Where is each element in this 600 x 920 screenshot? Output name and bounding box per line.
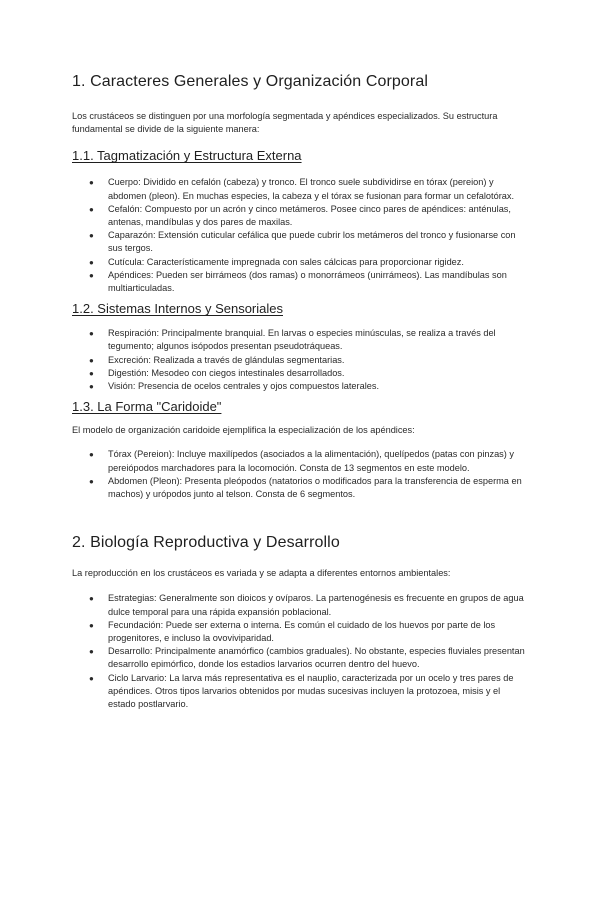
list-item	[72, 448, 528, 474]
list-item	[72, 367, 528, 380]
bullet-icon: ●	[89, 270, 94, 280]
section-2-heading: 2. Biología Reproductiva y Desarrollo	[72, 534, 340, 552]
bullet-icon: ●	[89, 647, 94, 657]
bullet-icon: ●	[89, 257, 94, 267]
list-item-text: Excreción: Realizada a través de glándulas segmentarias.	[108, 354, 345, 365]
list-item-text: Fecundación: Puede ser externa o interna. Es común el cuidado de los huevos por parte de los progenitores, e incluso la ovoviviparidad.	[108, 619, 496, 644]
list-item-text: Apéndices: Pueden ser birrámeos (dos ramas) o monorrámeos (unirrámeos). Las mandíbulas son multiarticuladas.	[108, 269, 507, 294]
list-item-text: Ciclo Larvario: La larva más representativa es el nauplio, caracterizada por un ocelo y tres pares de apéndices. Otros tipos larvarios obtenidos por mudas sucesivas incluyen la protozoea, misis y el estado postlarvario.	[108, 672, 514, 710]
list-item	[72, 256, 528, 269]
list-item	[72, 619, 528, 645]
document-page	[0, 72, 600, 920]
subsection-1-3-heading: 1.3. La Forma "Caridoide"	[72, 399, 222, 415]
list-item	[72, 380, 528, 393]
bullet-icon: ●	[89, 178, 94, 188]
list-item-text: Tórax (Pereion): Incluye maxilípedos (asociados a la alimentación), quelípedos (patas con pinzas) y pereiópodos marchadores para la locomoción. Consta de 13 segmentos en este modelo.	[108, 449, 514, 473]
list-item	[72, 269, 528, 295]
subsection-1-2-heading: 1.2. Sistemas Internos y Sensoriales	[72, 301, 283, 317]
list-item	[72, 327, 528, 353]
section-2-intro: La reproducción en los crustáceos es variada y se adapta a diferentes entornos ambientales:	[72, 568, 451, 579]
subsection-1-2-list	[72, 327, 528, 393]
list-item-text: Cefalón: Compuesto por un acrón y cinco metámeros. Posee cinco pares de apéndices: anténulas, antenas, mandíbulas y dos pares de maxilas.	[108, 203, 511, 228]
section-1-heading: 1. Caracteres Generales y Organización Corporal	[72, 73, 428, 90]
bullet-icon: ●	[89, 355, 94, 365]
bullet-icon: ●	[89, 620, 94, 630]
list-item-text: Estrategias: Generalmente son dioicos y ovíparos. La partenogénesis es frecuente en grupos de agua dulce temporal para una rápida expansión poblacional.	[108, 593, 524, 617]
list-item-text: Cutícula: Característicamente impregnada con sales cálcicas para proporcionar rigidez.	[108, 256, 464, 267]
subsection-1-3-intro: El modelo de organización caridoide ejemplifica la especialización de los apéndices:	[72, 425, 415, 436]
list-item-text: Caparazón: Extensión cuticular cefálica que puede cubrir los metámeros del tronco y fusionarse con sus tergos.	[108, 230, 516, 254]
list-item	[72, 176, 528, 202]
list-item-text: Digestión: Mesodeo con ciegos intestinales desarrollados.	[108, 367, 345, 378]
list-item	[72, 475, 528, 501]
section-1-intro: Los crustáceos se distinguen por una morfología segmentada y apéndices especializados. Su estructura fundamental se divide de la siguiente manera:	[72, 111, 498, 135]
list-item	[72, 203, 528, 229]
list-item	[72, 229, 528, 255]
list-item-text: Desarrollo: Principalmente anamórfico (cambios graduales). No obstante, especies fluviales presentan desarrollo epimórfico, donde los estadios larvarios ocurren dentro del huevo.	[108, 646, 525, 670]
bullet-icon: ●	[89, 329, 94, 339]
subsection-1-1-list	[72, 176, 528, 295]
bullet-icon: ●	[89, 450, 94, 460]
list-item-text: Abdomen (Pleon): Presenta pleópodos (natatorios o modificados para la transferencia de esperma en machos) y urópodos junto al telson. Consta de 6 segmentos.	[108, 475, 522, 500]
bullet-icon: ●	[89, 476, 94, 486]
list-item	[72, 645, 528, 671]
subsection-1-3-list	[72, 448, 528, 501]
subsection-1-1-heading: 1.1. Tagmatización y Estructura Externa	[72, 148, 302, 164]
list-item-text: Cuerpo: Dividido en cefalón (cabeza) y tronco. El tronco suele subdividirse en tórax (pereion) y abdomen (pleon). En muchas especies, la cabeza y el tórax se fusionan para formar un cefalotórax.	[108, 177, 515, 201]
bullet-icon: ●	[89, 204, 94, 214]
bullet-icon: ●	[89, 368, 94, 378]
bullet-icon: ●	[89, 382, 94, 392]
list-item	[72, 592, 528, 618]
bullet-icon: ●	[89, 231, 94, 241]
list-item	[72, 354, 528, 367]
section-2-list	[72, 592, 528, 711]
bullet-icon: ●	[89, 673, 94, 683]
list-item-text: Respiración: Principalmente branquial. En larvas o especies minúsculas, se realiza a través del tegumento; algunos isópodos presentan pseudotráqueas.	[108, 328, 496, 352]
bullet-icon: ●	[89, 594, 94, 604]
list-item	[72, 672, 528, 712]
list-item-text: Visión: Presencia de ocelos centrales y ojos compuestos laterales.	[108, 381, 380, 392]
